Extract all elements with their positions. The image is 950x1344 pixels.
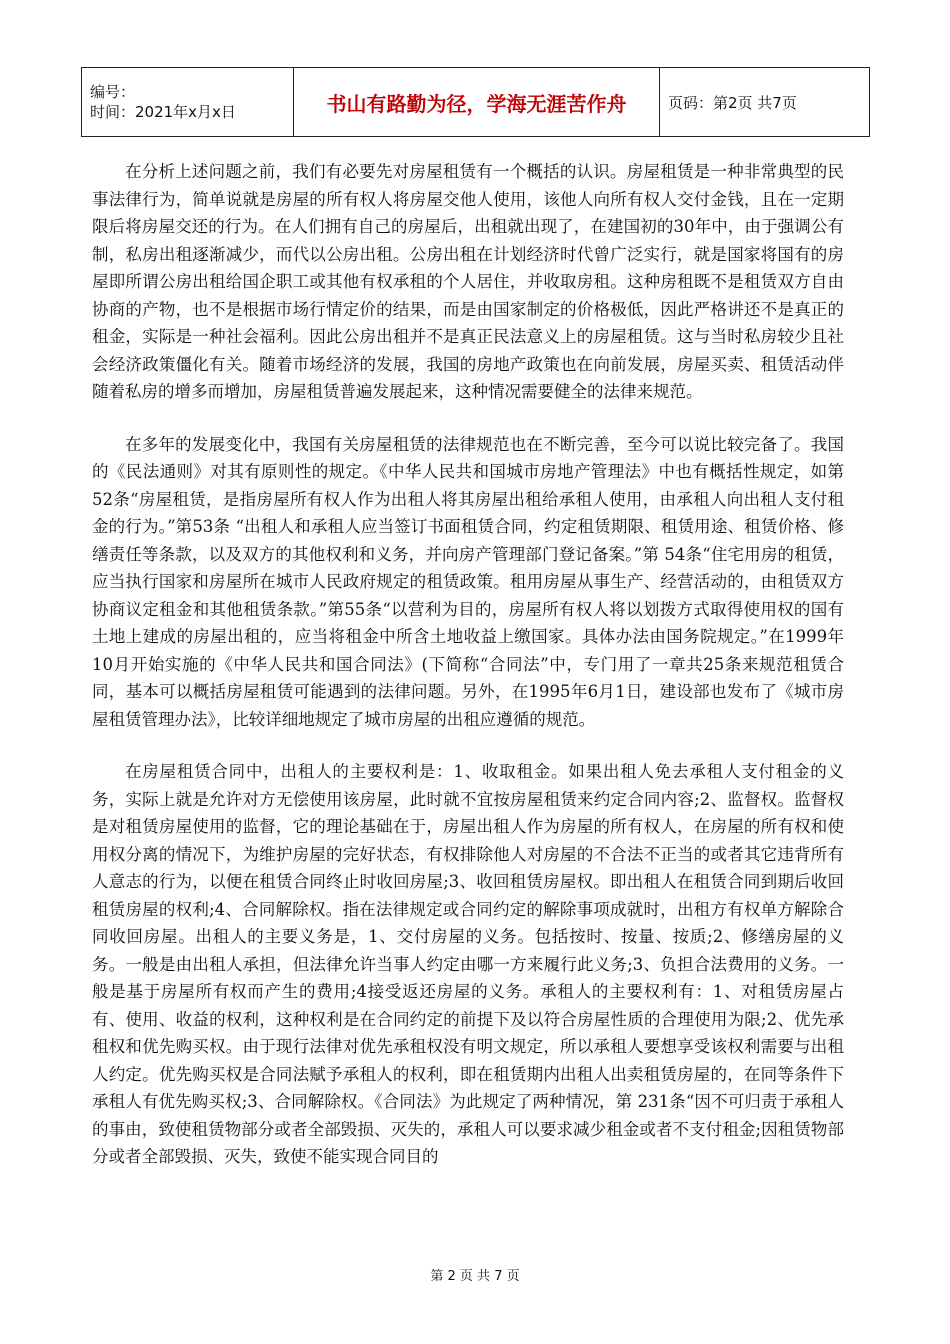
page-footer: 第 2 页 共 7 页 (430, 1269, 520, 1284)
paragraph-3: 在房屋租赁合同中，出租人的主要权利是：1、收取租金。如果出租人免去承租人支付租金的义务，实际上就是允许对方无偿使用该房屋，此时就不宜按房屋租赁来约定合同内容;2、监督权。监督权是对租赁房屋使用的监督，它的理论基础在于，房屋出租人作为房屋的所有权人，在房屋的所有权和使用权分离的情况下，为维护房屋的完好状态，有权排除他人对房屋的不合法不正当的或者其它违背所有人意志的行为，以便在租赁合同终止时收回房屋;3、收回租赁房屋权。即出租人在租赁合同到期后收回租赁房屋的权利;4、合同解除权。指在法律规定或合同约定的解除事项成就时，出租方有权单方解除合同收回房屋。出租人的主要义务是，1、交付房屋的义务。包括按时、按量、按质;2、修缮房屋的义务。一般是由出租人承担，但法律允许当事人约定由哪一方来履行此义务;3、负担合法费用的义务。一般是基于房屋所有权而产生的费用;4接受返还房屋的义务。承租人的主要权利有：1、对租赁房屋占有、使用、收益的权利，这种权利是在合同约定的前提下及以符合房屋性质的合理使用为限;2、优先承租权和优先购买权。由于现行法律对优先承租权没有明文规定，所以承租人要想享受该权利需要与出租人约定。优先购买权是合同法赋予承租人的权利，即在租赁期内出租人出卖租赁房屋的，在同等条件下承租人有优先购买权;3、合同解除权。《合同法》为此规定了两种情况，第 231条“因不可归责于承租人的事由，致使租赁物部分或者全部毁损、灭失的，承租人可以要求减少租金或者不支付租金;因租赁物部分或者全部毁损、灭失，致使不能实现合同目的 (92, 762, 844, 1166)
document-body (92, 158, 844, 1196)
header-meta (82, 68, 294, 137)
code-label: 编号： (90, 83, 136, 101)
paragraph-2: 在多年的发展变化中，我国有关房屋租赁的法律规范也在不断完善，至今可以说比较完备了。我国的《民法通则》对其有原则性的规定。《中华人民共和国城市房地产管理法》中也有概括性规定，如第52条“房屋租赁，是指房屋所有权人作为出租人将其房屋出租给承租人使用，由承租人向出租人支付租金的行为。”第53条 “出租人和承租人应当签订书面租赁合同，约定租赁期限、租赁用途、租赁价格、修缮责任等条款，以及双方的其他权利和义务，并向房产管理部门登记备案。”第 54条“住宅用房的租赁，应当执行国家和房屋所在城市人民政府规定的租赁政策。租用房屋从事生产、经营活动的，由租赁双方协商议定租金和其他租赁条款。”第55条“以营利为目的，房屋所有权人将以划拨方式取得使用权的国有土地上建成的房屋出租的，应当将租金中所含土地收益上缴国家。具体办法由国务院规定。”在1999年10月开始实施的《中华人民共和国合同法》(下简称“合同法”中，专门用了一章共25条来规范租赁合同，基本可以概括房屋租赁可能遇到的法律问题。另外，在1995年6月1日，建设部也发布了《城市房屋租赁管理办法》，比较详细地规定了城市房屋的出租应遵循的规范。 (92, 434, 844, 729)
document-header (81, 67, 870, 137)
header-page-info: 页码：第2页 共7页 (660, 68, 870, 137)
paragraph-1: 在分析上述问题之前，我们有必要先对房屋租赁有一个概括的认识。房屋租赁是一种非常典型的民事法律行为，简单说就是房屋的所有权人将房屋交他人使用，该他人向所有权人交付金钱，且在一定期限后将房屋交还的行为。在人们拥有自己的房屋后，出租就出现了，在建国初的30年中，由于强调公有制，私房出租逐渐减少，而代以公房出租。公房出租在计划经济时代曾广泛实行，就是国家将国有的房屋即所谓公房出租给国企职工或其他有权承租的个人居住，并收取房租。这种房租既不是租赁双方自由协商的产物，也不是根据市场行情定价的结果，而是由国家制定的价格极低，因此严格讲还不是真正的租金，实际是一种社会福利。因此公房出租并不是真正民法意义上的房屋租赁。这与当时私房较少且社会经济政策僵化有关。随着市场经济的发展，我国的房地产政策也在向前发展，房屋买卖、租赁活动伴随着私房的增多而增加，房屋租赁普遍发展起来，这种情况需要健全的法律来规范。 (92, 162, 844, 401)
header-motto: 书山有路勤为径，学海无涯苦作舟 (294, 68, 660, 137)
date-line: 时间：2021年x月x日 (90, 103, 236, 121)
